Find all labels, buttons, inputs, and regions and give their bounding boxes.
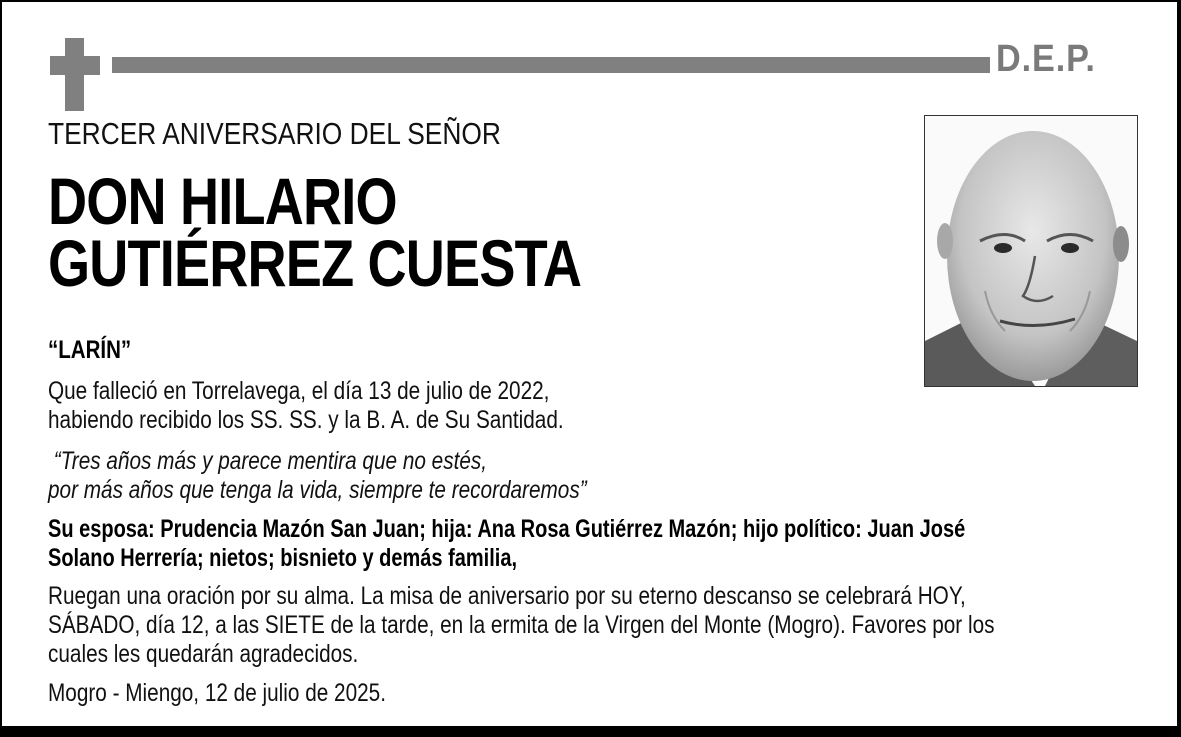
death-line-2: habiendo recibido los SS. SS. y la B. A. de Su Santidad.	[48, 406, 564, 434]
family-list	[48, 515, 965, 573]
nickname: “LARÍN”	[48, 336, 132, 364]
family-line-1: Su esposa: Prudencia Mazón San Juan; hija: Ana Rosa Gutiérrez Mazón; hijo político: Juan José	[48, 515, 966, 543]
death-statement	[48, 377, 564, 435]
request-line-2: SÁBADO, día 12, a las SIETE de la tarde, en la ermita de la Virgen del Monte (Mogro). Favores por los	[48, 611, 995, 639]
obituary-card	[2, 2, 1177, 726]
portrait-image	[925, 116, 1137, 386]
header-rule	[112, 57, 990, 73]
request-line-1: Ruegan una oración por su alma. La misa de aniversario por su eterno descanso se celebrará HOY,	[48, 582, 966, 610]
anniversary-subtitle: TERCER ANIVERSARIO DEL SEÑOR	[48, 116, 501, 151]
memorial-quote	[48, 447, 587, 505]
dep-label: D.E.P.	[996, 38, 1096, 80]
mass-request	[48, 582, 995, 669]
quote-line-2: por más años que tenga la vida, siempre te recordaremos”	[48, 476, 587, 504]
quote-line-1: “Tres años más y parece mentira que no estés,	[48, 447, 488, 475]
name-line-2: GUTIÉRREZ CUESTA	[48, 226, 582, 300]
portrait-photo	[924, 115, 1138, 387]
death-line-1: Que falleció en Torrelavega, el día 13 de julio de 2022,	[48, 377, 550, 405]
place-date-signature: Mogro - Miengo, 12 de julio de 2025.	[48, 679, 386, 707]
deceased-name	[48, 164, 582, 300]
name-line-1: DON HILARIO	[48, 164, 397, 238]
cross-icon-arm	[50, 56, 100, 75]
request-line-3: cuales les quedarán agradecidos.	[48, 640, 359, 668]
family-line-2: Solano Herrería; nietos; bisnieto y demás familia,	[48, 544, 518, 572]
